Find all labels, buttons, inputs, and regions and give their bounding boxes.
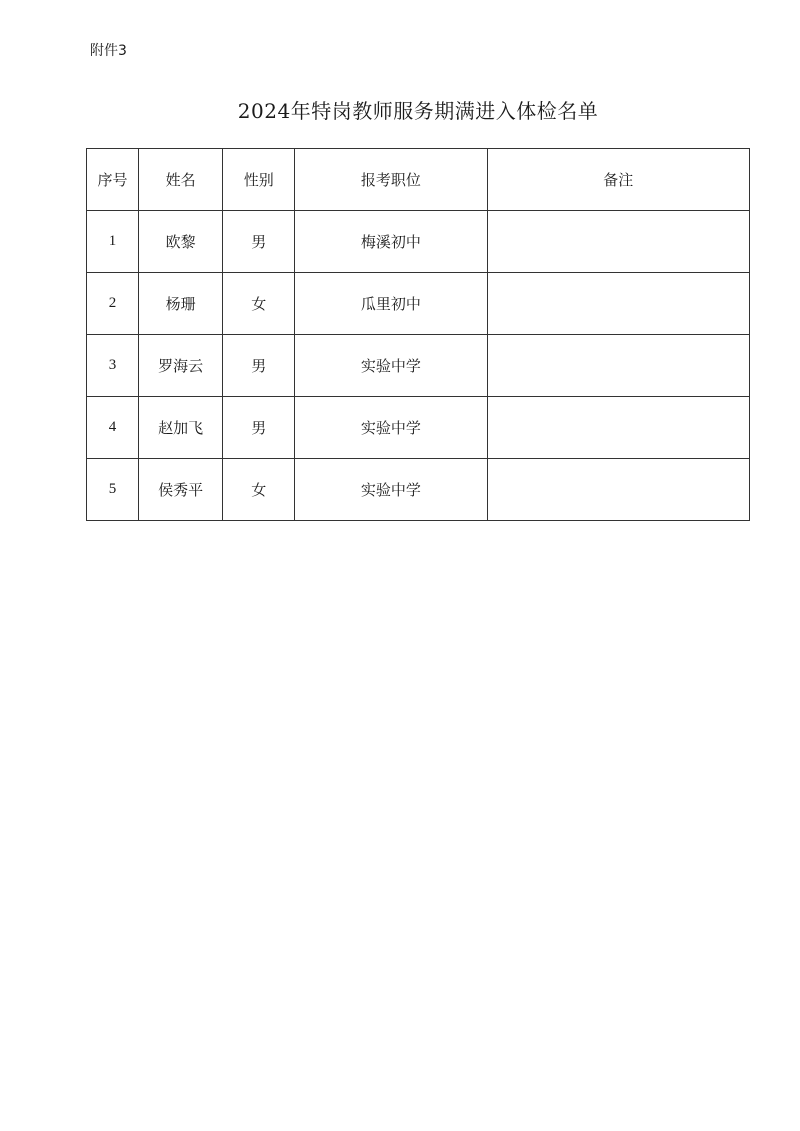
table-row bbox=[87, 335, 750, 397]
seq-cell: 2 bbox=[87, 273, 139, 335]
table-row bbox=[87, 273, 750, 335]
table-row bbox=[87, 397, 750, 459]
note-cell bbox=[487, 335, 749, 397]
seq-cell: 1 bbox=[87, 211, 139, 273]
column-header-name: 姓名 bbox=[139, 149, 223, 211]
seq-cell: 5 bbox=[87, 459, 139, 521]
table-row bbox=[87, 211, 750, 273]
post-cell: 实验中学 bbox=[295, 459, 487, 521]
post-cell: 梅溪初中 bbox=[295, 211, 487, 273]
medical-exam-list-table bbox=[86, 148, 750, 521]
table-row bbox=[87, 459, 750, 521]
gender-cell: 男 bbox=[223, 335, 295, 397]
gender-cell: 女 bbox=[223, 273, 295, 335]
name-cell: 欧黎 bbox=[139, 211, 223, 273]
seq-cell: 3 bbox=[87, 335, 139, 397]
name-cell: 杨珊 bbox=[139, 273, 223, 335]
column-header-post: 报考职位 bbox=[295, 149, 487, 211]
note-cell bbox=[487, 273, 749, 335]
document-title: 2024年特岗教师服务期满进入体检名单 bbox=[237, 99, 599, 123]
post-cell: 实验中学 bbox=[295, 335, 487, 397]
name-cell: 侯秀平 bbox=[139, 459, 223, 521]
post-cell: 实验中学 bbox=[295, 397, 487, 459]
table-header-row bbox=[87, 149, 750, 211]
note-cell bbox=[487, 211, 749, 273]
name-cell: 罗海云 bbox=[139, 335, 223, 397]
seq-cell: 4 bbox=[87, 397, 139, 459]
note-cell bbox=[487, 459, 749, 521]
note-cell bbox=[487, 397, 749, 459]
name-cell: 赵加飞 bbox=[139, 397, 223, 459]
column-header-note: 备注 bbox=[487, 149, 749, 211]
gender-cell: 男 bbox=[223, 211, 295, 273]
post-cell: 瓜里初中 bbox=[295, 273, 487, 335]
gender-cell: 男 bbox=[223, 397, 295, 459]
column-header-gender: 性别 bbox=[223, 149, 295, 211]
column-header-seq: 序号 bbox=[87, 149, 139, 211]
attachment-label: 附件3 bbox=[90, 43, 127, 59]
gender-cell: 女 bbox=[223, 459, 295, 521]
